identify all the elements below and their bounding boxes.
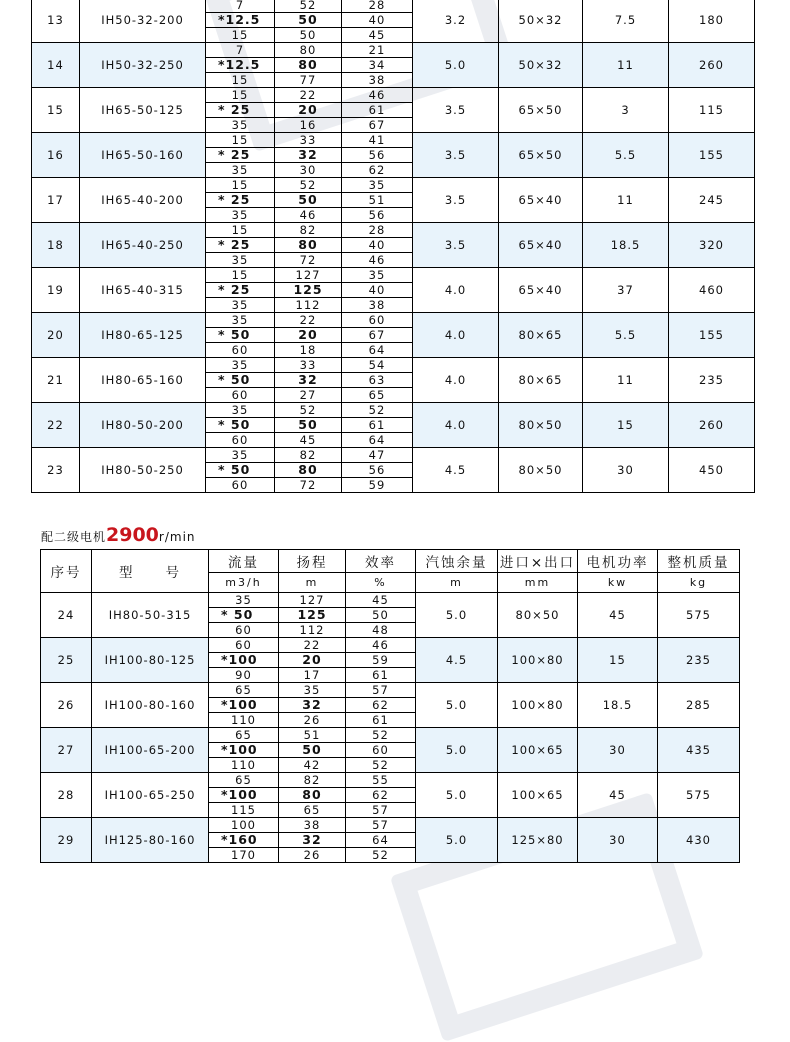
efficiency-cell: 28 xyxy=(342,223,413,238)
spec-table-2-body xyxy=(41,593,740,863)
head-cell: 22 xyxy=(279,638,346,653)
head-cell: 125 xyxy=(275,283,342,298)
head-cell: 33 xyxy=(275,133,342,148)
flow-cell: 35 xyxy=(206,358,275,373)
head-cell: 20 xyxy=(279,653,346,668)
motor-power-cell: 30 xyxy=(583,448,669,493)
head-cell: 82 xyxy=(275,448,342,463)
row-number: 28 xyxy=(41,773,92,818)
efficiency-cell: 40 xyxy=(342,13,413,28)
flow-cell: 60 xyxy=(206,343,275,358)
efficiency-cell: 56 xyxy=(342,148,413,163)
inlet-outlet-cell: 65×50 xyxy=(499,133,583,178)
row-number: 20 xyxy=(32,313,80,358)
inlet-outlet-cell: 125×80 xyxy=(498,818,578,863)
efficiency-cell: 64 xyxy=(342,433,413,448)
caption-unit: r/min xyxy=(158,530,196,544)
head-cell: 50 xyxy=(275,193,342,208)
flow-cell: 7 xyxy=(206,0,275,13)
model-cell: IH100-80-125 xyxy=(92,638,209,683)
npsh-cell: 4.0 xyxy=(413,268,499,313)
efficiency-cell: 38 xyxy=(342,298,413,313)
header-eff-unit: % xyxy=(346,573,416,593)
efficiency-cell: 52 xyxy=(342,403,413,418)
motor-power-cell: 5.5 xyxy=(583,133,669,178)
inlet-outlet-cell: 100×65 xyxy=(498,773,578,818)
model-cell: IH80-65-160 xyxy=(80,358,206,403)
efficiency-cell: 50 xyxy=(346,608,416,623)
table-row xyxy=(41,683,740,698)
head-cell: 77 xyxy=(275,73,342,88)
row-number: 22 xyxy=(32,403,80,448)
inlet-outlet-cell: 80×65 xyxy=(499,358,583,403)
inlet-outlet-cell: 80×65 xyxy=(499,313,583,358)
unit-mass-cell: 285 xyxy=(658,683,740,728)
unit-mass-cell: 245 xyxy=(669,178,755,223)
motor-power-cell: 15 xyxy=(583,403,669,448)
inlet-outlet-cell: 80×50 xyxy=(498,593,578,638)
head-cell: 32 xyxy=(279,833,346,848)
model-cell: IH125-80-160 xyxy=(92,818,209,863)
row-number: 14 xyxy=(32,43,80,88)
npsh-cell: 3.5 xyxy=(413,223,499,268)
row-number: 16 xyxy=(32,133,80,178)
head-cell: 72 xyxy=(275,253,342,268)
flow-cell: 15 xyxy=(206,133,275,148)
model-cell: IH65-40-315 xyxy=(80,268,206,313)
spec-table-1-body xyxy=(32,0,755,493)
flow-cell: *12.5 xyxy=(206,58,275,73)
head-cell: 17 xyxy=(279,668,346,683)
head-cell: 32 xyxy=(279,698,346,713)
flow-cell: 15 xyxy=(206,28,275,43)
flow-cell: * 50 xyxy=(206,328,275,343)
flow-cell: 35 xyxy=(206,403,275,418)
motor-power-cell: 45 xyxy=(578,773,658,818)
efficiency-cell: 64 xyxy=(346,833,416,848)
model-cell: IH65-40-250 xyxy=(80,223,206,268)
unit-mass-cell: 180 xyxy=(669,0,755,43)
head-cell: 112 xyxy=(279,623,346,638)
row-number: 23 xyxy=(32,448,80,493)
head-cell: 52 xyxy=(275,0,342,13)
flow-cell: *160 xyxy=(209,833,279,848)
flow-cell: *100 xyxy=(209,788,279,803)
efficiency-cell: 21 xyxy=(342,43,413,58)
efficiency-cell: 47 xyxy=(342,448,413,463)
flow-cell: 15 xyxy=(206,223,275,238)
flow-cell: 115 xyxy=(209,803,279,818)
npsh-cell: 4.0 xyxy=(413,358,499,403)
head-cell: 82 xyxy=(279,773,346,788)
flow-cell: 60 xyxy=(206,478,275,493)
flow-cell: * 50 xyxy=(209,608,279,623)
table-row xyxy=(32,133,755,148)
efficiency-cell: 38 xyxy=(342,73,413,88)
flow-cell: 90 xyxy=(209,668,279,683)
efficiency-cell: 35 xyxy=(342,178,413,193)
npsh-cell: 4.5 xyxy=(413,448,499,493)
motor-power-cell: 18.5 xyxy=(578,683,658,728)
head-cell: 127 xyxy=(279,593,346,608)
row-number: 29 xyxy=(41,818,92,863)
head-cell: 50 xyxy=(275,28,342,43)
flow-cell: 65 xyxy=(209,683,279,698)
table-row xyxy=(32,358,755,373)
flow-cell: 15 xyxy=(206,178,275,193)
head-cell: 20 xyxy=(275,328,342,343)
table-row xyxy=(32,43,755,58)
row-number: 25 xyxy=(41,638,92,683)
efficiency-cell: 67 xyxy=(342,328,413,343)
flow-cell: 170 xyxy=(209,848,279,863)
table-row xyxy=(41,773,740,788)
efficiency-cell: 60 xyxy=(346,743,416,758)
npsh-cell: 5.0 xyxy=(416,773,498,818)
header-no: 序号 xyxy=(41,550,92,593)
efficiency-cell: 62 xyxy=(346,698,416,713)
flow-cell: *100 xyxy=(209,653,279,668)
flow-cell: * 50 xyxy=(206,418,275,433)
npsh-cell: 5.0 xyxy=(413,43,499,88)
npsh-cell: 4.0 xyxy=(413,313,499,358)
header-io-unit: mm xyxy=(498,573,578,593)
efficiency-cell: 64 xyxy=(342,343,413,358)
efficiency-cell: 52 xyxy=(346,728,416,743)
table-row xyxy=(41,728,740,743)
flow-cell: 35 xyxy=(206,298,275,313)
model-cell: IH65-50-125 xyxy=(80,88,206,133)
flow-cell: * 25 xyxy=(206,283,275,298)
row-number: 19 xyxy=(32,268,80,313)
header-mass: 整机质量 xyxy=(658,550,740,573)
efficiency-cell: 59 xyxy=(346,653,416,668)
efficiency-cell: 48 xyxy=(346,623,416,638)
motor-power-cell: 18.5 xyxy=(583,223,669,268)
flow-cell: 15 xyxy=(206,73,275,88)
inlet-outlet-cell: 65×40 xyxy=(499,268,583,313)
row-number: 21 xyxy=(32,358,80,403)
unit-mass-cell: 435 xyxy=(658,728,740,773)
npsh-cell: 5.0 xyxy=(416,593,498,638)
table-row xyxy=(32,313,755,328)
efficiency-cell: 63 xyxy=(342,373,413,388)
head-cell: 80 xyxy=(279,788,346,803)
flow-cell: 110 xyxy=(209,758,279,773)
flow-cell: 65 xyxy=(209,773,279,788)
header-flow: 流量 xyxy=(209,550,279,573)
flow-cell: 15 xyxy=(206,268,275,283)
motor-power-cell: 11 xyxy=(583,178,669,223)
inlet-outlet-cell: 80×50 xyxy=(499,448,583,493)
flow-cell: 60 xyxy=(209,623,279,638)
unit-mass-cell: 235 xyxy=(669,358,755,403)
unit-mass-cell: 575 xyxy=(658,593,740,638)
efficiency-cell: 46 xyxy=(342,88,413,103)
flow-cell: 35 xyxy=(206,208,275,223)
flow-cell: 60 xyxy=(209,638,279,653)
head-cell: 82 xyxy=(275,223,342,238)
spec-table-1 xyxy=(31,0,755,493)
motor-power-cell: 11 xyxy=(583,43,669,88)
head-cell: 16 xyxy=(275,118,342,133)
flow-cell: 65 xyxy=(209,728,279,743)
head-cell: 27 xyxy=(275,388,342,403)
model-cell: IH50-32-200 xyxy=(80,0,206,43)
efficiency-cell: 65 xyxy=(342,388,413,403)
head-cell: 80 xyxy=(275,238,342,253)
flow-cell: * 50 xyxy=(206,373,275,388)
motor-caption xyxy=(41,524,196,546)
npsh-cell: 5.0 xyxy=(416,728,498,773)
model-cell: IH50-32-250 xyxy=(80,43,206,88)
table-row xyxy=(32,0,755,13)
head-cell: 32 xyxy=(275,148,342,163)
row-number: 13 xyxy=(32,0,80,43)
model-cell: IH100-65-200 xyxy=(92,728,209,773)
motor-power-cell: 30 xyxy=(578,818,658,863)
inlet-outlet-cell: 50×32 xyxy=(499,43,583,88)
motor-power-cell: 3 xyxy=(583,88,669,133)
model-cell: IH80-50-200 xyxy=(80,403,206,448)
header-head-unit: m xyxy=(279,573,346,593)
efficiency-cell: 61 xyxy=(342,103,413,118)
motor-power-cell: 30 xyxy=(578,728,658,773)
unit-mass-cell: 430 xyxy=(658,818,740,863)
efficiency-cell: 54 xyxy=(342,358,413,373)
head-cell: 125 xyxy=(279,608,346,623)
efficiency-cell: 52 xyxy=(346,848,416,863)
model-cell: IH65-40-200 xyxy=(80,178,206,223)
efficiency-cell: 55 xyxy=(346,773,416,788)
header-flow-unit: m3/h xyxy=(209,573,279,593)
efficiency-cell: 62 xyxy=(342,163,413,178)
head-cell: 127 xyxy=(275,268,342,283)
flow-cell: *12.5 xyxy=(206,13,275,28)
unit-mass-cell: 115 xyxy=(669,88,755,133)
motor-power-cell: 45 xyxy=(578,593,658,638)
model-cell: IH80-65-125 xyxy=(80,313,206,358)
efficiency-cell: 45 xyxy=(342,28,413,43)
flow-cell: 100 xyxy=(209,818,279,833)
inlet-outlet-cell: 80×50 xyxy=(499,403,583,448)
model-cell: IH100-65-250 xyxy=(92,773,209,818)
efficiency-cell: 56 xyxy=(342,208,413,223)
efficiency-cell: 28 xyxy=(342,0,413,13)
unit-mass-cell: 320 xyxy=(669,223,755,268)
flow-cell: 60 xyxy=(206,388,275,403)
header-npsh-unit: m xyxy=(416,573,498,593)
flow-cell: 35 xyxy=(206,313,275,328)
table-row xyxy=(32,178,755,193)
unit-mass-cell: 450 xyxy=(669,448,755,493)
table-row xyxy=(32,88,755,103)
npsh-cell: 5.0 xyxy=(416,818,498,863)
flow-cell: * 50 xyxy=(206,463,275,478)
head-cell: 35 xyxy=(279,683,346,698)
model-cell: IH65-50-160 xyxy=(80,133,206,178)
head-cell: 42 xyxy=(279,758,346,773)
head-cell: 80 xyxy=(275,58,342,73)
efficiency-cell: 61 xyxy=(342,418,413,433)
efficiency-cell: 59 xyxy=(342,478,413,493)
motor-power-cell: 7.5 xyxy=(583,0,669,43)
inlet-outlet-cell: 100×80 xyxy=(498,683,578,728)
flow-cell: *100 xyxy=(209,698,279,713)
flow-cell: * 25 xyxy=(206,103,275,118)
header-model: 型 号 xyxy=(92,550,209,593)
head-cell: 65 xyxy=(279,803,346,818)
efficiency-cell: 57 xyxy=(346,803,416,818)
caption-prefix: 配二级电机 xyxy=(41,530,107,544)
caption-speed: 2900 xyxy=(106,524,159,546)
head-cell: 26 xyxy=(279,713,346,728)
efficiency-cell: 61 xyxy=(346,713,416,728)
flow-cell: 15 xyxy=(206,88,275,103)
row-number: 27 xyxy=(41,728,92,773)
header-power: 电机功率 xyxy=(578,550,658,573)
flow-cell: 35 xyxy=(206,118,275,133)
header-mass-unit: kg xyxy=(658,573,740,593)
npsh-cell: 3.5 xyxy=(413,178,499,223)
head-cell: 22 xyxy=(275,88,342,103)
flow-cell: 35 xyxy=(206,448,275,463)
table-row xyxy=(32,403,755,418)
npsh-cell: 3.2 xyxy=(413,0,499,43)
efficiency-cell: 40 xyxy=(342,283,413,298)
efficiency-cell: 45 xyxy=(346,593,416,608)
table-row xyxy=(32,448,755,463)
flow-cell: * 25 xyxy=(206,148,275,163)
model-cell: IH80-50-250 xyxy=(80,448,206,493)
inlet-outlet-cell: 65×40 xyxy=(499,178,583,223)
head-cell: 50 xyxy=(279,743,346,758)
efficiency-cell: 41 xyxy=(342,133,413,148)
head-cell: 22 xyxy=(275,313,342,328)
table-row xyxy=(41,593,740,608)
head-cell: 45 xyxy=(275,433,342,448)
efficiency-cell: 40 xyxy=(342,238,413,253)
unit-mass-cell: 260 xyxy=(669,43,755,88)
row-number: 26 xyxy=(41,683,92,728)
efficiency-cell: 34 xyxy=(342,58,413,73)
head-cell: 33 xyxy=(275,358,342,373)
motor-power-cell: 11 xyxy=(583,358,669,403)
head-cell: 80 xyxy=(275,43,342,58)
efficiency-cell: 57 xyxy=(346,818,416,833)
efficiency-cell: 62 xyxy=(346,788,416,803)
efficiency-cell: 51 xyxy=(342,193,413,208)
spec-table-2 xyxy=(40,549,740,863)
efficiency-cell: 56 xyxy=(342,463,413,478)
flow-cell: *100 xyxy=(209,743,279,758)
motor-power-cell: 37 xyxy=(583,268,669,313)
row-number: 18 xyxy=(32,223,80,268)
head-cell: 51 xyxy=(279,728,346,743)
npsh-cell: 3.5 xyxy=(413,88,499,133)
row-number: 24 xyxy=(41,593,92,638)
table-row xyxy=(32,223,755,238)
flow-cell: 110 xyxy=(209,713,279,728)
table-row xyxy=(41,638,740,653)
header-io: 进口×出口 xyxy=(498,550,578,573)
efficiency-cell: 35 xyxy=(342,268,413,283)
flow-cell: * 25 xyxy=(206,238,275,253)
head-cell: 72 xyxy=(275,478,342,493)
unit-mass-cell: 235 xyxy=(658,638,740,683)
header-eff: 效率 xyxy=(346,550,416,573)
flow-cell: 60 xyxy=(206,433,275,448)
head-cell: 112 xyxy=(275,298,342,313)
head-cell: 50 xyxy=(275,13,342,28)
row-number: 15 xyxy=(32,88,80,133)
efficiency-cell: 67 xyxy=(342,118,413,133)
head-cell: 50 xyxy=(275,418,342,433)
efficiency-cell: 46 xyxy=(342,253,413,268)
npsh-cell: 3.5 xyxy=(413,133,499,178)
inlet-outlet-cell: 100×80 xyxy=(498,638,578,683)
unit-mass-cell: 575 xyxy=(658,773,740,818)
efficiency-cell: 52 xyxy=(346,758,416,773)
header-npsh: 汽蚀余量 xyxy=(416,550,498,573)
head-cell: 52 xyxy=(275,403,342,418)
efficiency-cell: 46 xyxy=(346,638,416,653)
motor-power-cell: 15 xyxy=(578,638,658,683)
motor-power-cell: 5.5 xyxy=(583,313,669,358)
model-cell: IH80-50-315 xyxy=(92,593,209,638)
inlet-outlet-cell: 65×40 xyxy=(499,223,583,268)
unit-mass-cell: 155 xyxy=(669,313,755,358)
unit-mass-cell: 460 xyxy=(669,268,755,313)
head-cell: 38 xyxy=(279,818,346,833)
head-cell: 26 xyxy=(279,848,346,863)
inlet-outlet-cell: 50×32 xyxy=(499,0,583,43)
efficiency-cell: 57 xyxy=(346,683,416,698)
header-head: 扬程 xyxy=(279,550,346,573)
flow-cell: 35 xyxy=(206,163,275,178)
efficiency-cell: 60 xyxy=(342,313,413,328)
head-cell: 18 xyxy=(275,343,342,358)
head-cell: 80 xyxy=(275,463,342,478)
model-cell: IH100-80-160 xyxy=(92,683,209,728)
unit-mass-cell: 155 xyxy=(669,133,755,178)
flow-cell: 35 xyxy=(206,253,275,268)
head-cell: 46 xyxy=(275,208,342,223)
head-cell: 52 xyxy=(275,178,342,193)
efficiency-cell: 61 xyxy=(346,668,416,683)
inlet-outlet-cell: 100×65 xyxy=(498,728,578,773)
flow-cell: 35 xyxy=(209,593,279,608)
header-power-unit: kw xyxy=(578,573,658,593)
flow-cell: * 25 xyxy=(206,193,275,208)
npsh-cell: 5.0 xyxy=(416,683,498,728)
head-cell: 20 xyxy=(275,103,342,118)
head-cell: 32 xyxy=(275,373,342,388)
inlet-outlet-cell: 65×50 xyxy=(499,88,583,133)
npsh-cell: 4.0 xyxy=(413,403,499,448)
unit-mass-cell: 260 xyxy=(669,403,755,448)
flow-cell: 7 xyxy=(206,43,275,58)
table-row xyxy=(32,268,755,283)
table-row xyxy=(41,818,740,833)
row-number: 17 xyxy=(32,178,80,223)
head-cell: 30 xyxy=(275,163,342,178)
npsh-cell: 4.5 xyxy=(416,638,498,683)
